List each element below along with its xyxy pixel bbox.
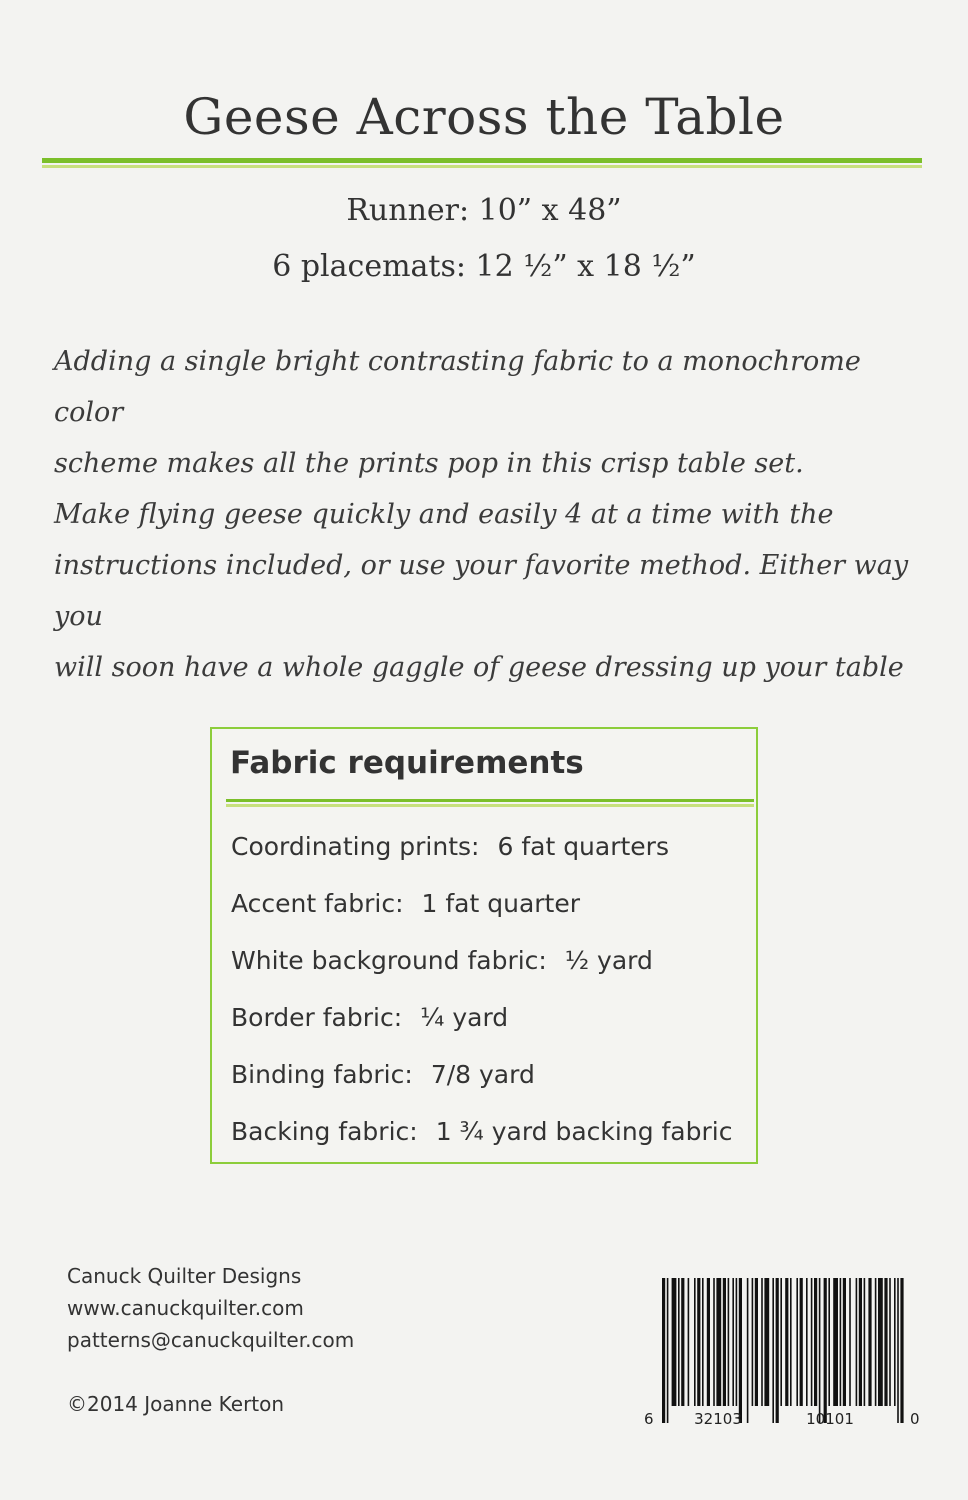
barcode-bar [776,1278,779,1423]
barcode-bar [833,1278,838,1406]
barcode-bar [672,1278,677,1406]
barcode-bar [864,1278,866,1406]
description-paragraph-1 [54,336,924,489]
requirement-item [231,1057,732,1114]
company-name: Canuck Quilter Designs [67,1264,302,1288]
paragraph-line: will soon have a whole gaggle of geese dressing up your table [54,652,904,683]
copyright: ©2014 Joanne Kerton [67,1392,285,1416]
barcode-bar [707,1278,710,1406]
barcode-bar [728,1278,730,1406]
barcode-bar [752,1278,754,1406]
barcode-bar [790,1278,792,1406]
barcode-bar [856,1278,858,1406]
page-title: Geese Across the Table [183,88,785,146]
requirement-value: 6 fat quarters [497,832,669,861]
barcode-bar [878,1278,883,1406]
requirement-label: Accent fabric: [231,889,404,918]
fabric-requirements-title: Fabric requirements [230,745,584,781]
barcode-bar [889,1278,891,1406]
requirement-value: 1 ¾ yard backing fabric [435,1117,733,1146]
barcode-bar [900,1278,903,1423]
fabric-requirements-divider [226,799,754,808]
requirement-label: Backing fabric: [231,1117,418,1146]
requirement-item [231,943,732,1000]
barcode-bar [800,1278,803,1406]
barcode-bar [894,1278,896,1406]
barcode-bar [688,1278,690,1406]
barcode-bar [828,1278,830,1406]
barcode-bar [723,1278,726,1406]
paragraph-line: Adding a single bright contrasting fabric to a monochrome color [54,346,861,428]
barcode-bar [824,1278,827,1423]
paragraph-line: instructions included, or use your favorite method. Either way you [54,550,909,632]
barcode-bar [761,1278,763,1406]
barcode-bar [667,1278,669,1423]
barcode-digit-left: 6 [644,1410,654,1428]
barcode-bar [819,1278,821,1423]
requirement-label: Binding fabric: [231,1060,413,1089]
barcode-bar [772,1278,774,1423]
placemats-size: 6 placemats: 12 ½” x 18 ½” [272,249,696,284]
barcode-bar [736,1278,738,1406]
barcode-bar [662,1278,665,1423]
barcode-bar [814,1278,817,1406]
fabric-requirements-list [231,829,732,1171]
barcode-bar [811,1278,813,1406]
description-paragraph-2 [54,489,924,693]
barcode-bar [747,1278,749,1423]
barcode-bar [840,1278,842,1406]
barcode-group-2: 10101 [806,1410,854,1428]
requirement-label: Border fabric: [231,1003,403,1032]
barcode-bar [732,1278,734,1406]
paragraph-line: Make flying geese quickly and easily 4 at a time with the [54,499,834,530]
barcode-bar [681,1278,684,1406]
barcode-group-1: 32103 [694,1410,742,1428]
barcode-bar [780,1278,782,1406]
barcode-bar [884,1278,887,1406]
barcode-bar [697,1278,700,1406]
website-link[interactable]: www.canuckquilter.com [67,1296,304,1320]
barcode-bar [716,1278,721,1406]
barcode-bar [755,1278,758,1406]
barcode-bar [875,1278,877,1406]
barcode-bar [859,1278,862,1406]
requirement-value: ¼ yard [420,1003,509,1032]
requirement-label: Coordinating prints: [231,832,480,861]
barcode-bar [764,1278,769,1406]
runner-size: Runner: 10” x 48” [346,193,622,228]
requirement-value: ½ yard [564,946,653,975]
barcode-bar [849,1278,851,1406]
requirement-item [231,829,732,886]
email-link[interactable]: patterns@canuckquilter.com [67,1328,355,1352]
barcode-bar [796,1278,798,1406]
barcode-bar [868,1278,871,1406]
barcode-bar [713,1278,715,1406]
barcode-bar [897,1278,899,1423]
barcode-bar [702,1278,704,1406]
barcode-bar [806,1278,808,1406]
barcode-bar [843,1278,846,1406]
barcode-bar [785,1278,788,1406]
title-divider [42,158,922,170]
requirement-item [231,1114,732,1171]
barcode-bar [694,1278,696,1406]
paragraph-line: scheme makes all the prints pop in this crisp table set. [54,448,804,479]
requirement-label: White background fabric: [231,946,547,975]
requirement-item [231,1000,732,1057]
barcode [640,1278,925,1433]
barcode-bar [739,1278,742,1423]
requirement-value: 7/8 yard [430,1060,535,1089]
requirement-value: 1 fat quarter [421,889,581,918]
barcode-digit-right: 0 [910,1410,920,1428]
fabric-requirements-box [210,727,758,1164]
barcode-bar [678,1278,680,1406]
requirement-item [231,886,732,943]
